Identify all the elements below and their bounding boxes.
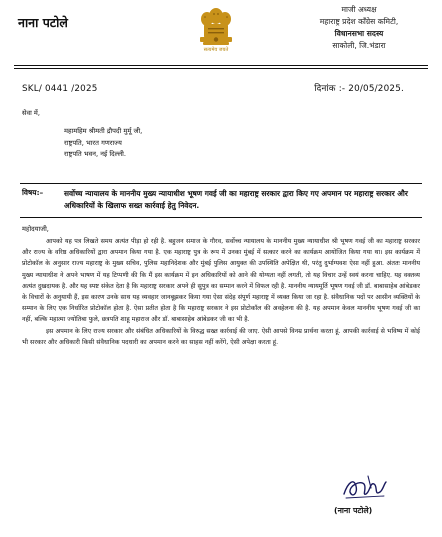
subject-block — [20, 183, 422, 218]
letter-body — [22, 236, 420, 348]
body-paragraph: आपको यह पत्र लिखते समय अत्यंत पीड़ा हो रही है. बहुजन समाज के गौरव, सर्वोच्च न्यायालय के माननीय मुख्य न्यायाधीश श्री भूषण गवई जी का महाराष्ट्र सरकार और राज्य के वरिष्ठ अधिकारियों द्वारा अपमान किया गया है. एक महाराष्ट्र पुत्र के रूप में उनका मुंबई में सत्कार करने का कार्यक्रम आयोजित किया गया था। इस कार्यक्रम में प्रोटोकॉल के अनुसार राज्य महाराष्ट्र के मुख्य सचिव, पुलिस महानिदेशक और मुंबई पुलिस आयुक्त की उपस्थिति अपेक्षित थी, परंतु दुर्भाग्यवश ऐसा नहीं हुआ. अंततः माननीय मुख्य न्यायाधीश ने अपने भाषण में यह टिप्पणी की कि मैं इस कार्यक्रम में इन अधिकारियों को आने की योग्यता नहीं लगती, तो यह विचार उन्हें स्वयं करना चाहिए. यह वक्तव्य अत्यंत दुखदायक है. और यह स्पष्ट संकेत देता है कि महाराष्ट्र सरकार अपने ही सुपुत्र का सम्मान करने में विफल रही है. माननीय न्यायमूर्ति भूषण गवई जी डॉ. बाबासाहेब आंबेडकर के विचारों के अनुयायी हैं, इस कारण उनके साथ यह व्यवहार जानबूझकर किया गया ऐसा संदेह संपूर्ण महाराष्ट्र में व्यक्त किया जा रहा है. संवैधानिक पदों पर आसीन व्यक्तियों के सम्मान के लिए एक निर्धारित प्रोटोकॉल होता है. ऐसा प्रतीत होता है कि महाराष्ट्र सरकार ने इस प्रोटोकॉल की अवहेलना की है. यह अपमान केवल माननीय भूषण गवई जी का नहीं, बल्कि महात्मा ज्योतिबा फुले, छत्रपति शाहू महाराज और डॉ. बाबासाहेब आंबेडकर जी का भी है. — [22, 238, 420, 324]
closing-name: (नाना पटोले) — [334, 506, 373, 515]
emblem-motto: सत्यमेव जयते — [203, 47, 229, 53]
header-divider-thin — [14, 68, 428, 69]
subject-text: सर्वोच्च न्यायालय के माननीय मुख्य न्यायाधीश भूषण गवई जी का महाराष्ट्र सरकार द्वारा किए गए अपमान पर महाराष्ट्र सरकार और अधिकारियों के खिलाफ सख्त कार्रवाई हेतु निवेदन. — [64, 189, 408, 210]
recipient-line: महामहिम श्रीमती द्रौपदी मुर्मू जी, — [64, 127, 143, 135]
sender-designation — [294, 4, 424, 52]
designation-line: माजी अध्यक्ष — [341, 5, 377, 14]
handwritten-signature — [340, 472, 390, 504]
designation-line: महाराष्ट्र प्रदेश काँग्रेस कमिटी, — [319, 17, 399, 26]
salutation-top: सेवा में, — [22, 109, 40, 117]
greeting: महोदयाजी, — [22, 225, 49, 233]
designation-line: विधानसभा सदस्य — [334, 29, 384, 38]
body-paragraph: इस अपमान के लिए राज्य सरकार और संबंधित अधिकारियों के विरुद्ध सख्त कार्रवाई की जाए. ऐसी आपसे विनम्र प्रार्थना करता हूं. आपकी कार्रवाई से भविष्य में कोई भी सरकार और अधिकारी किसी संवैधानिक पदधारी का अपमान करने का साहस नहीं करेंगे, ऐसी अपेक्षा करता हूं. — [22, 327, 420, 346]
sender-name: नाना पटोले — [18, 15, 68, 30]
recipient-line: राष्ट्रपति, भारत गणराज्य — [64, 138, 122, 147]
subject-label: विषय:– — [22, 188, 44, 197]
recipient-line: राष्ट्रपति भवन, नई दिल्ली. — [64, 150, 127, 158]
letter-date: दिनांक :- 20/05/2025. — [314, 84, 404, 94]
recipient-block — [64, 126, 142, 161]
reference-number: SKL/ 0441 /2025 — [22, 84, 98, 94]
header-divider — [14, 65, 428, 66]
designation-line: साकोली, जि.भंडारा — [332, 41, 386, 50]
